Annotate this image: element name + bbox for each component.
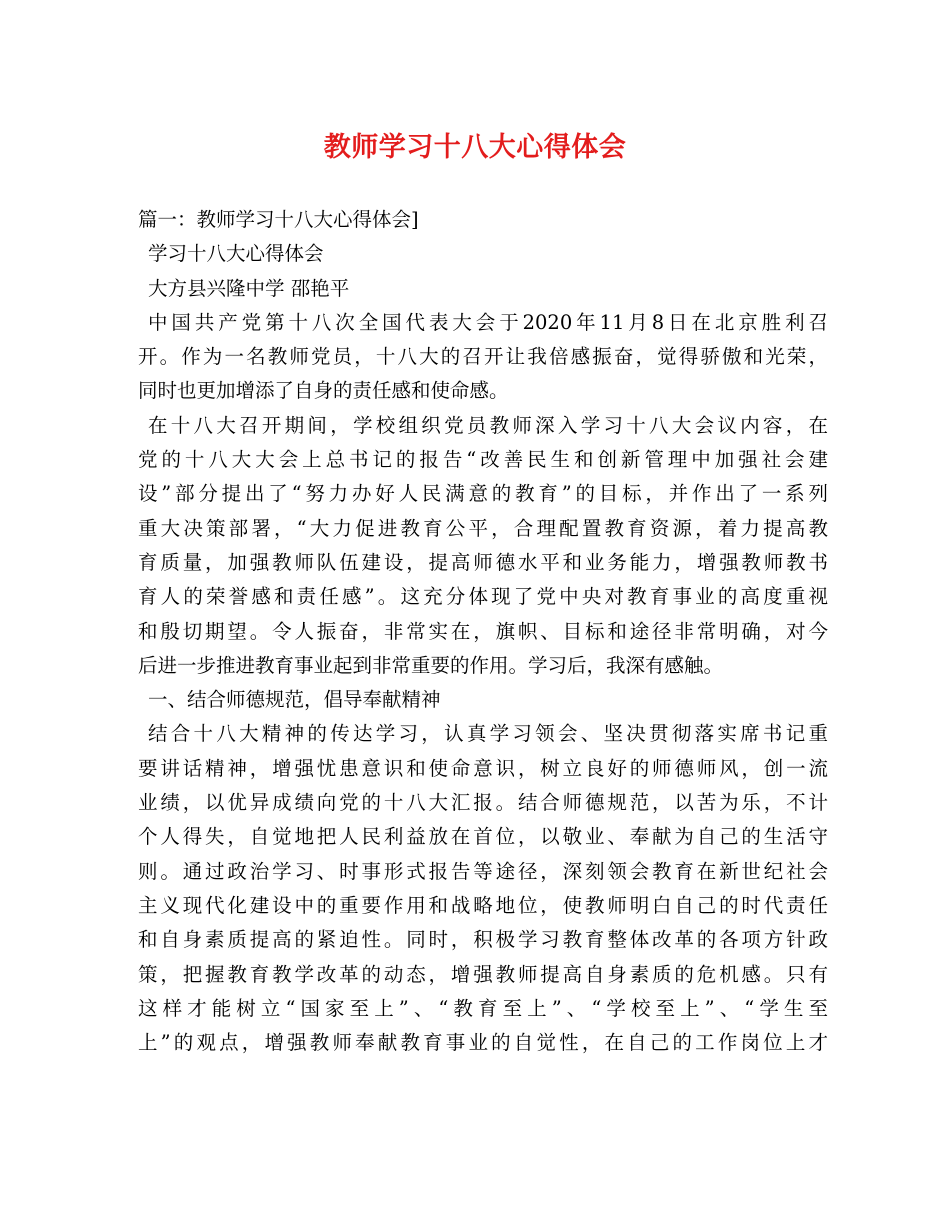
text-line: 大方县兴隆中学 邵艳平 xyxy=(148,276,350,300)
document-title: 教师学习十八大心得体会 xyxy=(323,132,627,163)
text-line: 和殷切期望。令人振奋，非常实在，旗帜、目标和途径非常明确，对今 xyxy=(138,619,828,643)
text-line: 中国共产党第十八次全国代表大会于2020年11月8日在北京胜利召 xyxy=(148,310,828,334)
text-line: 党的十八大大会上总书记的报告“改善民生和创新管理中加强社会建 xyxy=(138,448,828,472)
text-line: 篇一：教师学习十八大心得体会] xyxy=(138,208,419,231)
text-line: 在十八大召开期间，学校组织党员教师深入学习十八大会议内容，在 xyxy=(148,413,828,437)
text-line: 则。通过政治学习、时事形式报告等途径，深刻领会教育在新世纪社会 xyxy=(138,859,828,883)
text-line: 业绩，以优异成绩向党的十八大汇报。结合师德规范，以苦为乐，不计 xyxy=(138,791,828,815)
text-line: 这样才能树立“国家至上”、“教育至上”、“学校至上”、“学生至 xyxy=(138,996,828,1020)
document-body xyxy=(138,203,828,1060)
text-line: 结合十八大精神的传达学习，认真学习领会、坚决贯彻落实席书记重 xyxy=(148,722,828,746)
text-line: 一、结合师德规范，倡导奉献精神 xyxy=(148,688,441,712)
text-line: 策，把握教育教学改革的动态，增强教师提高自身素质的危机感。只有 xyxy=(138,962,828,986)
text-line: 开。作为一名教师党员，十八大的召开让我倍感振奋，觉得骄傲和光荣， xyxy=(138,345,828,369)
text-line: 上”的观点，增强教师奉献教育事业的自觉性，在自己的工作岗位上才 xyxy=(138,1031,828,1055)
text-line: 主义现代化建设中的重要作用和战略地位，使教师明白自己的时代责任 xyxy=(138,893,828,917)
text-line: 和自身素质提高的紧迫性。同时，积极学习教育整体改革的各项方针政 xyxy=(138,928,828,952)
text-line: 育质量，加强教师队伍建设，提高师德水平和业务能力，增强教师教书 xyxy=(138,550,828,574)
text-line: 同时也更加增添了自身的责任感和使命感。 xyxy=(138,379,509,403)
text-line: 设”部分提出了“努力办好人民满意的教育”的目标，并作出了一系列 xyxy=(138,482,828,506)
text-line: 要讲话精神，增强忧患意识和使命意识，树立良好的师德师风，创一流 xyxy=(138,756,828,780)
text-line: 学习十八大心得体会 xyxy=(148,242,324,266)
text-line: 个人得失，自觉地把人民利益放在首位，以敬业、奉献为自己的生活守 xyxy=(138,825,828,849)
text-line: 重大决策部署，“大力促进教育公平，合理配置教育资源，着力提高教 xyxy=(138,516,828,540)
text-line: 后进一步推进教育事业起到非常重要的作用。学习后，我深有感触。 xyxy=(138,653,724,677)
text-line: 育人的荣誉感和责任感”。这充分体现了党中央对教育事业的高度重视 xyxy=(138,585,828,609)
